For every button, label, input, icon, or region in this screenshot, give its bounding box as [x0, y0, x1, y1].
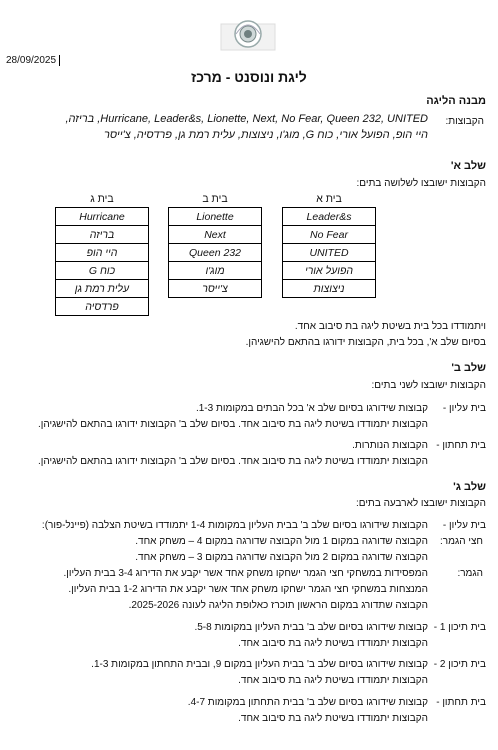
mid2-line-1: קבוצות שידורגו בסיום שלב ב' בבית העליון במקום 9, ובבית התחתון במקומות 1-3.	[91, 659, 428, 670]
house-b	[168, 193, 262, 298]
mid2-label: בית תיכון 2 -	[433, 659, 486, 670]
team-cell: מוג'ו	[169, 262, 262, 280]
house-b-name: בית ב	[202, 193, 228, 205]
semis-label: חצי הגמר:	[440, 536, 483, 547]
teams-list-line-2: היי הופ, הפועל אורי, כוח G, מוג'ו, ניצוצות, עלית רמת גן, פרדסיה, צ'ייסר	[103, 129, 428, 141]
team-cell: כוח G	[56, 262, 149, 280]
stage-c-upper-line-1: הקבוצות שידורגו בסיום שלב ב' בבית העליון במקומות 1-4 יתמודדו בשיטת הצלבה (פיינל-פור):	[41, 520, 428, 531]
document-date[interactable]: 28/09/2025	[6, 55, 60, 66]
page-title: ליגת ונוסנט - מרכז	[191, 69, 307, 85]
team-cell: בריזה	[56, 226, 149, 244]
team-cell: Hurricane	[56, 208, 149, 226]
team-cell: No Fear	[283, 226, 376, 244]
bottom-label: בית תחתון -	[436, 697, 486, 708]
stage-a-intro: הקבוצות ישובצו לשלושה בתים:	[356, 178, 486, 189]
house-b-table	[168, 207, 262, 298]
house-a-table	[282, 207, 376, 298]
team-cell: Queen 232	[169, 244, 262, 262]
stage-a-heading: שלב א'	[450, 160, 486, 172]
mid1-line-1: קבוצות שידורגו בסיום שלב ב' בבית העליון במקומות 5-8.	[194, 622, 428, 633]
team-cell: היי הופ	[56, 244, 149, 262]
teams-list-line-1: Hurricane, Leader&s, Lionette, Next, No Fear, Queen 232, UNITED, בריזה,	[65, 113, 428, 125]
house-c-table	[55, 207, 149, 316]
house-a-name: בית א	[316, 193, 342, 205]
team-cell: UNITED	[283, 244, 376, 262]
stage-a-note-1: ויתמודדו בכל בית בשיטת ליגה בת סיבוב אחד.	[294, 321, 486, 332]
team-cell: Leader&s	[283, 208, 376, 226]
bottom-line-2: הקבוצות יתמודדו בשיטת ליגה בת סיבוב אחד.	[238, 713, 428, 724]
stage-b-heading: שלב ב'	[451, 362, 486, 374]
final-line-1: המפסידות במשחקי חצי הגמר ישחקו משחק אחד אשר יקבע את הדירוג 3-4 בבית העליון.	[63, 568, 428, 579]
mid2-line-2: הקבוצות יתמודדו בשיטת ליגה בת סיבוב אחד.	[238, 675, 428, 686]
team-cell: צ'ייסר	[169, 280, 262, 298]
stage-c-upper-label: בית עליון -	[442, 520, 486, 531]
team-cell: הפועל אורי	[283, 262, 376, 280]
bottom-line-1: קבוצות שידורגו בסיום שלב ב' בבית התחתון במקומות 4-7.	[187, 697, 428, 708]
semis-line-2: הקבוצה שדורגה במקום 2 מול הקבוצה שדורגה במקום 3 – משחק אחד.	[135, 552, 428, 563]
league-logo	[220, 12, 276, 56]
final-label: הגמר:	[457, 568, 483, 579]
stage-c-intro: הקבוצות ישובצו לארבעה בתים:	[355, 498, 486, 509]
stage-b-upper-line-2: הקבוצות יתמודדו בשיטת ליגה בת סיבוב אחד. בסיום שלב ב' הקבוצות ידורגו בהתאם להישגיהן.	[37, 419, 428, 430]
mid1-line-2: הקבוצות יתמודדו בשיטת ליגה בת סיבוב אחד.	[238, 638, 428, 649]
semis-line-1: הקבוצה שדורגה במקום 1 מול הקבוצה שדורגה במקום 4 – משחק אחד.	[135, 536, 428, 547]
mid1-label: בית תיכון 1 -	[433, 622, 486, 633]
stage-b-lower-line-1: הקבוצות הנותרות.	[352, 440, 428, 451]
team-cell: פרדסיה	[56, 298, 149, 316]
final-line-3: הקבוצה שתדורג במקום הראשון תוכרז כאלופת הליגה לעונה 2025-2026.	[128, 600, 428, 611]
house-c	[55, 193, 149, 316]
stage-a-note-2: בסיום שלב א', בכל בית, הקבוצות ידורגו בהתאם להישגיהן.	[245, 337, 486, 348]
team-cell: עלית רמת גן	[56, 280, 149, 298]
house-a	[282, 193, 376, 298]
final-line-2: המנצחות במשחקי חצי הגמר ישחקו משחק אחד אשר יקבע את הדירוג 1-2 בבית העליון.	[68, 584, 428, 595]
stage-c-heading: שלב ג'	[453, 481, 486, 493]
team-cell: ניצוצות	[283, 280, 376, 298]
stage-b-lower-label: בית תחתון -	[436, 440, 486, 451]
teams-label: הקבוצות:	[445, 116, 484, 127]
stage-b-lower-line-2: הקבוצות יתמודדו בשיטת ליגה בת סיבוב אחד. בסיום שלב ב' הקבוצות ידורגו בהתאם להישגיהן.	[37, 456, 428, 467]
structure-heading: מבנה הליגה	[426, 95, 486, 107]
house-c-name: בית ג	[90, 193, 114, 205]
stage-b-intro: הקבוצות ישובצו לשני בתים:	[371, 380, 486, 391]
stage-b-upper-line-1: קבוצות שידורגו בסיום שלב א' בכל הבתים במקומות 1-3.	[195, 403, 428, 414]
team-cell: Lionette	[169, 208, 262, 226]
team-cell: Next	[169, 226, 262, 244]
stage-b-upper-label: בית עליון -	[442, 403, 486, 414]
